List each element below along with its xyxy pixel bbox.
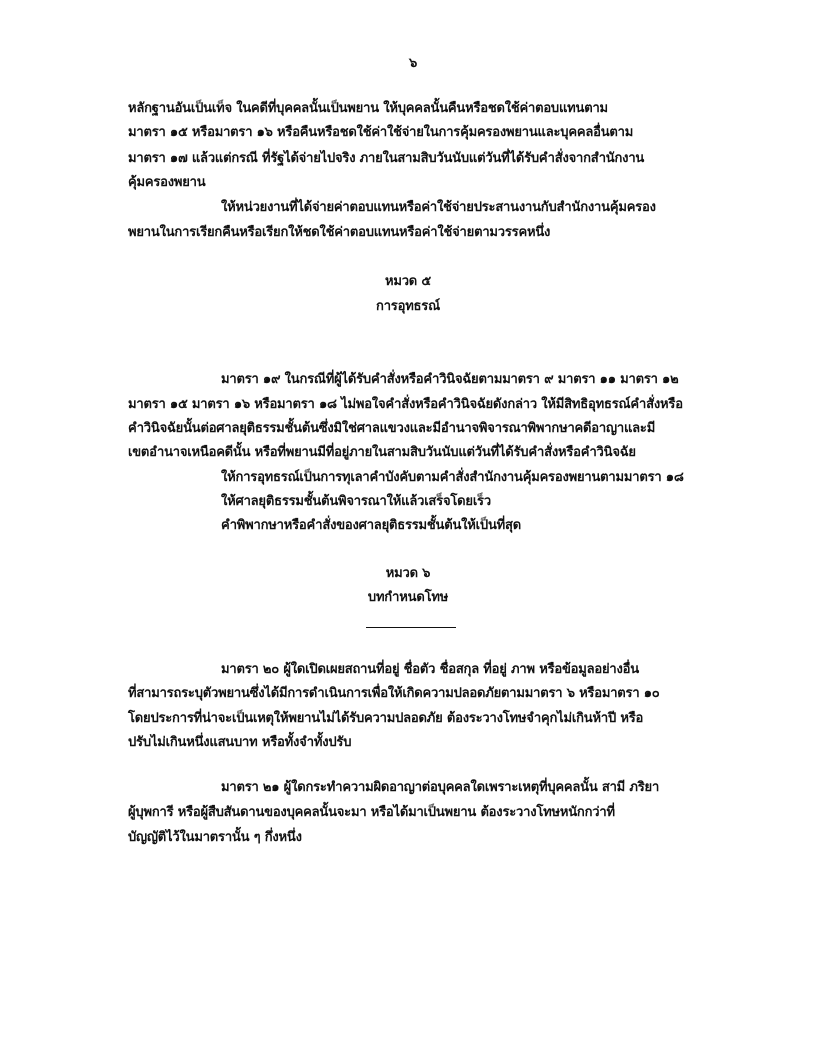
paragraph-line: บัญญัติไว้ในมาตรานั้น ๆ กึ่งหนึ่ง bbox=[128, 830, 302, 845]
chapter-heading: หมวด ๖ bbox=[385, 566, 431, 581]
chapter-title: บทกำหนดโทษ bbox=[367, 590, 449, 605]
paragraph-line: หลักฐานอันเป็นเท็จ ในคดีที่บุคคลนั้นเป็นพยาน ให้บุคคลนั้นคืนหรือชดใช้ค่าตอบแทนตาม bbox=[128, 101, 608, 116]
chapter-heading: หมวด ๕ bbox=[384, 274, 432, 289]
paragraph-line: มาตรา ๑๕ หรือมาตรา ๑๖ หรือคืนหรือชดใช้ค่าใช้จ่ายในการคุ้มครองพยานและบุคคลอื่นตาม bbox=[128, 125, 634, 140]
paragraph-line: ให้หน่วยงานที่ได้จ่ายค่าตอบแทนหรือค่าใช้จ่ายประสานงานกับสำนักงานคุ้มครอง bbox=[221, 200, 656, 215]
paragraph-line: เขตอำนาจเหนือคดีนั้น หรือที่พยานมีที่อยู่ภายในสามสิบวันนับแต่วันที่ได้รับคำสั่งหรือคำวินิจฉัย bbox=[128, 445, 636, 460]
paragraph-line: ที่สามารถระบุตัวพยานซึ่งได้มีการดำเนินการเพื่อให้เกิดความปลอดภัยตามมาตรา ๖ หรือมาตรา ๑๐ bbox=[128, 686, 660, 701]
paragraph-line: มาตรา ๑๙ ในกรณีที่ผู้ได้รับคำสั่งหรือคำวินิจฉัยตามมาตรา ๙ มาตรา ๑๑ มาตรา ๑๒ bbox=[221, 372, 679, 387]
paragraph-line: คำพิพากษาหรือคำสั่งของศาลยุติธรรมชั้นต้นให้เป็นที่สุด bbox=[221, 518, 521, 533]
paragraph-line: ให้ศาลยุติธรรมชั้นต้นพิจารณาให้แล้วเสร็จโดยเร็ว bbox=[221, 494, 491, 509]
chapter-title: การอุทธรณ์ bbox=[376, 299, 440, 314]
paragraph-line: คุ้มครองพยาน bbox=[128, 175, 206, 190]
paragraph-line: มาตรา ๑๗ แล้วแต่กรณี ที่รัฐได้จ่ายไปจริง ภายในสามสิบวันนับแต่วันที่ได้รับคำสั่งจากสำนักงาน bbox=[128, 151, 645, 166]
paragraph-line: โดยประการที่น่าจะเป็นเหตุให้พยานไม่ได้รับความปลอดภัย ต้องระวางโทษจำคุกไม่เกินห้าปี หรือ bbox=[128, 711, 644, 726]
paragraph-line: มาตรา ๒๐ ผู้ใดเปิดเผยสถานที่อยู่ ชื่อตัว ชื่อสกุล ที่อยู่ ภาพ หรือข้อมูลอย่างอื่น bbox=[221, 662, 639, 677]
paragraph-line: ปรับไม่เกินหนึ่งแสนบาท หรือทั้งจำทั้งปรับ bbox=[128, 735, 352, 750]
paragraph-line: ผู้บุพการี หรือผู้สืบสันดานของบุคคลนั้นจะมา หรือได้มาเป็นพยาน ต้องระวางโทษหนักกว่าที่ bbox=[128, 805, 615, 820]
paragraph-line: คำวินิจฉัยนั้นต่อศาลยุติธรรมชั้นต้นซึ่งมิใช่ศาลแขวงและมีอำนาจพิจารณาพิพากษาคดีอาญาและมี bbox=[128, 421, 656, 436]
paragraph-line: ให้การอุทธรณ์เป็นการทุเลาคำบังคับตามคำสั่งสำนักงานคุ้มครองพยานตามมาตรา ๑๘ bbox=[221, 470, 684, 485]
page-number: ๖ bbox=[409, 56, 418, 71]
paragraph-line: มาตรา ๑๕ มาตรา ๑๖ หรือมาตรา ๑๘ ไม่พอใจคำสั่งหรือคำวินิจฉัยดังกล่าว ให้มีสิทธิอุทธรณ์คำสั่งหรือ bbox=[128, 397, 683, 412]
divider-line bbox=[366, 627, 456, 628]
paragraph-line: พยานในการเรียกคืนหรือเรียกให้ชดใช้ค่าตอบแทนหรือค่าใช้จ่ายตามวรรคหนึ่ง bbox=[128, 225, 551, 240]
paragraph-line: มาตรา ๒๑ ผู้ใดกระทำความผิดอาญาต่อบุคคลใดเพราะเหตุที่บุคคลนั้น สามี ภริยา bbox=[221, 780, 660, 795]
